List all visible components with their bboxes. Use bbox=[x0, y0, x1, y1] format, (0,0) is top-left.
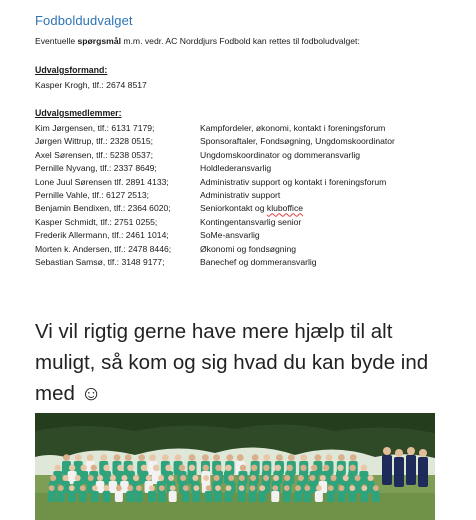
member-name: Benjamin Bendixen, tlf.: 2364 6020; bbox=[35, 203, 171, 214]
player-figure bbox=[225, 491, 233, 502]
member-name: Lone Juul Sørensen tlf. 2891 4133; bbox=[35, 176, 169, 187]
player-figure bbox=[68, 491, 76, 502]
player-head bbox=[361, 485, 367, 491]
player-head bbox=[146, 475, 152, 481]
coach-figure bbox=[394, 457, 404, 487]
player-head bbox=[349, 465, 355, 471]
player-head bbox=[104, 485, 110, 491]
player-head bbox=[368, 475, 374, 481]
player-head bbox=[213, 454, 220, 461]
member-row bbox=[35, 163, 455, 176]
intro-text bbox=[35, 36, 360, 46]
member-row bbox=[35, 190, 455, 203]
player-figure bbox=[79, 491, 87, 502]
page-heading: Fodboldudvalget bbox=[35, 13, 133, 28]
player-head bbox=[304, 485, 310, 491]
coach-figure bbox=[406, 455, 416, 485]
player-head bbox=[80, 485, 86, 491]
player-head bbox=[251, 465, 257, 471]
player-head bbox=[69, 485, 75, 491]
player-head bbox=[300, 465, 306, 471]
player-figure bbox=[248, 491, 256, 502]
player-head bbox=[250, 475, 256, 481]
player-head bbox=[239, 475, 245, 481]
player-head bbox=[295, 485, 301, 491]
player-head bbox=[138, 454, 145, 461]
player-head bbox=[239, 485, 245, 491]
player-head bbox=[203, 465, 209, 471]
player-figure bbox=[283, 491, 291, 502]
player-head bbox=[58, 485, 64, 491]
player-head bbox=[316, 485, 322, 491]
player-head bbox=[263, 465, 269, 471]
player-head bbox=[215, 465, 221, 471]
player-head bbox=[298, 475, 304, 481]
player-head bbox=[226, 454, 233, 461]
member-row bbox=[35, 136, 455, 149]
player-figure bbox=[115, 491, 123, 502]
player-head bbox=[284, 475, 290, 481]
player-figure bbox=[192, 491, 200, 502]
player-figure bbox=[109, 481, 118, 493]
player-head bbox=[350, 454, 357, 461]
player-head bbox=[311, 465, 317, 471]
member-row bbox=[35, 150, 455, 163]
player-head bbox=[326, 454, 333, 461]
player-figure bbox=[348, 491, 356, 502]
member-row bbox=[35, 217, 455, 230]
player-head bbox=[127, 485, 133, 491]
coach-head bbox=[395, 449, 403, 457]
member-role-text: Seniorkontakt og bbox=[200, 203, 267, 214]
player-head bbox=[125, 454, 132, 461]
player-head bbox=[55, 465, 61, 471]
player-head bbox=[117, 465, 123, 471]
intro-bold: spørgsmål bbox=[77, 36, 121, 46]
player-head bbox=[192, 475, 198, 481]
player-figure bbox=[57, 491, 65, 502]
player-head bbox=[63, 454, 70, 461]
player-head bbox=[149, 454, 156, 461]
coach-figure bbox=[418, 457, 428, 487]
player-head bbox=[355, 475, 361, 481]
player-head bbox=[92, 485, 98, 491]
player-head bbox=[100, 454, 107, 461]
coach-head bbox=[407, 447, 415, 455]
player-figure bbox=[338, 491, 346, 502]
player-head bbox=[214, 475, 220, 481]
player-head bbox=[165, 465, 171, 471]
player-figure bbox=[205, 491, 213, 502]
appeal-text: Vi vil rigtig gerne have mere hjælp til alt muligt, så kom og sig hvad du kan byde ind med ☺ bbox=[35, 320, 429, 405]
player-figure bbox=[126, 491, 134, 502]
player-head bbox=[97, 475, 103, 481]
member-name: Axel Sørensen, tlf.: 5238 0537; bbox=[35, 149, 153, 160]
player-head bbox=[328, 485, 334, 491]
player-head bbox=[170, 485, 176, 491]
player-head bbox=[153, 465, 159, 471]
player-figure bbox=[315, 491, 323, 502]
member-role: Administrativ support og kontakt i foreningsforum bbox=[200, 176, 387, 187]
members-list bbox=[35, 123, 455, 270]
player-head bbox=[168, 475, 174, 481]
player-head bbox=[276, 454, 283, 461]
player-head bbox=[215, 485, 221, 491]
player-head bbox=[110, 475, 116, 481]
player-head bbox=[127, 465, 133, 471]
player-head bbox=[63, 475, 69, 481]
player-figure bbox=[214, 491, 222, 502]
player-head bbox=[193, 485, 199, 491]
member-role: Ungdomskoordinator og dommeransvarlig bbox=[200, 149, 361, 160]
player-head bbox=[320, 475, 326, 481]
member-role: Holdlederansvarlig bbox=[200, 163, 272, 174]
player-head bbox=[284, 485, 290, 491]
member-row bbox=[35, 123, 455, 136]
player-head bbox=[226, 485, 232, 491]
player-head bbox=[373, 485, 379, 491]
member-row bbox=[35, 203, 455, 216]
player-head bbox=[88, 475, 94, 481]
member-role: SoMe-ansvarlig bbox=[200, 230, 260, 241]
player-head bbox=[225, 465, 231, 471]
player-head bbox=[272, 485, 278, 491]
player-head bbox=[75, 475, 81, 481]
player-head bbox=[180, 475, 186, 481]
member-row bbox=[35, 230, 455, 243]
player-figure bbox=[303, 491, 311, 502]
player-head bbox=[133, 475, 139, 481]
chair-line: Kasper Krogh, tlf.: 2674 8517 bbox=[35, 80, 147, 90]
spellcheck-word: kluboffice bbox=[266, 203, 304, 214]
player-figure bbox=[169, 491, 177, 502]
member-role: Banechef og dommeransvarlig bbox=[200, 256, 317, 267]
player-figure bbox=[48, 491, 56, 502]
member-role: Kontingentansvarlig senior bbox=[200, 216, 302, 227]
player-head bbox=[162, 454, 169, 461]
member-role: Kampfordeler, økonomi, kontakt i foreningsforum bbox=[200, 123, 386, 133]
player-head bbox=[103, 465, 109, 471]
player-head bbox=[159, 485, 165, 491]
player-head bbox=[259, 485, 265, 491]
player-head bbox=[331, 475, 337, 481]
player-head bbox=[250, 485, 256, 491]
coach-head bbox=[419, 449, 427, 457]
team-photo bbox=[35, 413, 435, 520]
player-head bbox=[309, 475, 315, 481]
player-figure bbox=[102, 491, 110, 502]
player-head bbox=[81, 465, 87, 471]
member-name: Pernille Vahle, tlf.: 6127 2513; bbox=[35, 189, 150, 200]
player-head bbox=[206, 485, 212, 491]
member-name: Sebastian Samsø, tlf.: 3148 9177; bbox=[35, 256, 165, 267]
player-figure bbox=[148, 491, 156, 502]
member-row bbox=[35, 257, 455, 270]
member-name: Morten k. Andersen, tlf.: 2478 8446; bbox=[35, 243, 172, 254]
player-head bbox=[121, 475, 127, 481]
player-head bbox=[175, 454, 182, 461]
player-head bbox=[263, 475, 269, 481]
player-head bbox=[114, 454, 121, 461]
player-head bbox=[349, 485, 355, 491]
player-head bbox=[50, 475, 56, 481]
player-head bbox=[240, 465, 246, 471]
player-figure bbox=[158, 491, 166, 502]
player-head bbox=[337, 465, 343, 471]
player-head bbox=[273, 475, 279, 481]
member-row bbox=[35, 244, 455, 257]
player-head bbox=[116, 485, 122, 491]
intro-after: m.m. vedr. AC Norddjurs Fodbold kan rettes til fodboludvalget: bbox=[121, 36, 360, 46]
member-role: Administrativ support bbox=[200, 189, 281, 200]
player-head bbox=[323, 465, 329, 471]
member-role: Sponsoraftaler, Fondsøgning, Ungdomskoordinator bbox=[200, 136, 395, 147]
player-head bbox=[91, 465, 97, 471]
player-head bbox=[288, 454, 295, 461]
player-head bbox=[189, 454, 196, 461]
player-head bbox=[314, 454, 321, 461]
player-head bbox=[136, 485, 142, 491]
player-figure bbox=[135, 491, 143, 502]
coach-figure bbox=[382, 455, 392, 485]
member-name: Pernille Nyvang, tlf.: 2337 8649; bbox=[35, 163, 157, 174]
player-head bbox=[339, 485, 345, 491]
member-name: Kasper Schmidt, tlf.: 2751 0255; bbox=[35, 216, 158, 227]
chair-title: Udvalgsformand: bbox=[35, 65, 108, 75]
member-role: Økonomi og fondsøgning bbox=[200, 243, 297, 254]
player-head bbox=[87, 454, 94, 461]
intro-before: Eventuelle bbox=[35, 36, 78, 46]
player-head bbox=[361, 465, 367, 471]
player-figure bbox=[327, 491, 335, 502]
team-photo-image bbox=[35, 413, 435, 520]
player-head bbox=[203, 475, 209, 481]
member-name: Kim Jørgensen, tlf.: 6131 7179; bbox=[35, 123, 155, 133]
player-head bbox=[263, 454, 270, 461]
player-figure bbox=[91, 491, 99, 502]
player-head bbox=[179, 465, 185, 471]
player-head bbox=[149, 485, 155, 491]
player-figure bbox=[360, 491, 368, 502]
player-figure bbox=[372, 491, 380, 502]
member-name: Jørgen Wittrup, tlf.: 2328 0515; bbox=[35, 136, 153, 147]
player-head bbox=[343, 475, 349, 481]
player-head bbox=[300, 454, 307, 461]
player-figure bbox=[271, 491, 279, 502]
player-head bbox=[158, 475, 164, 481]
member-name: Frederik Allermann, tlf.: 2461 1014; bbox=[35, 230, 169, 241]
player-head bbox=[252, 454, 259, 461]
player-figure bbox=[238, 491, 246, 502]
player-figure bbox=[182, 491, 190, 502]
member-row bbox=[35, 177, 455, 190]
coach-head bbox=[383, 447, 391, 455]
player-head bbox=[141, 465, 147, 471]
player-head bbox=[237, 454, 244, 461]
player-figure bbox=[294, 491, 302, 502]
player-head bbox=[228, 475, 234, 481]
player-head bbox=[338, 454, 345, 461]
player-figure bbox=[258, 491, 266, 502]
member-role bbox=[200, 203, 303, 213]
player-head bbox=[49, 485, 55, 491]
members-title: Udvalgsmedlemmer: bbox=[35, 108, 122, 118]
player-head bbox=[183, 485, 189, 491]
player-head bbox=[287, 465, 293, 471]
player-head bbox=[75, 454, 82, 461]
player-head bbox=[189, 465, 195, 471]
player-head bbox=[202, 454, 209, 461]
player-head bbox=[69, 465, 75, 471]
player-head bbox=[275, 465, 281, 471]
